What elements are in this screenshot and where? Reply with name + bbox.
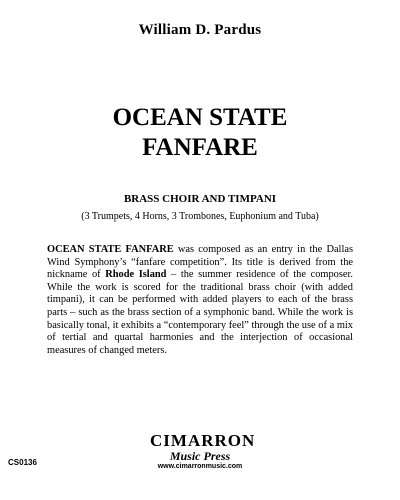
program-note-title: OCEAN STATE FANFARE [47,244,174,255]
program-note [47,244,353,357]
ensemble-subtitle: BRASS CHOIR AND TIMPANI [123,193,277,205]
work-title-line-1: OCEAN STATE [112,104,288,131]
program-note-text-1: was composed as an entry in the Dallas Wind Symphony’s “fanfare competition”. Its title is derived from the nickname of [47,244,353,281]
instrumentation-list: (3 Trumpets, 4 Horns, 3 Trombones, Euphonium and Tuba) [81,211,319,222]
catalog-number: CS0136 [8,458,37,467]
program-note-place: Rhode Island [105,269,167,281]
program-note-text-2: – the summer residence of the composer. While the work is scored for the traditional brass choir (with added timpani), it can be performed with added players to each of the brass parts – such as the brass section of a symphonic band. While the work is basically tonal, it exhibits a “contemporary feel” through the use of a mix of tertial and quartal harmonies and the interjection of occasional measures of changed meters. [47,269,353,356]
publisher-name: CIMARRON [150,431,256,450]
publisher-url[interactable]: www.cimarronmusic.com [157,463,243,470]
work-title-line-2: FANFARE [142,134,258,161]
publisher-subtitle: Music Press [169,449,231,463]
publisher-logo [150,431,256,471]
composer-name: William D. Pardus [138,22,262,38]
work-title [0,103,400,163]
